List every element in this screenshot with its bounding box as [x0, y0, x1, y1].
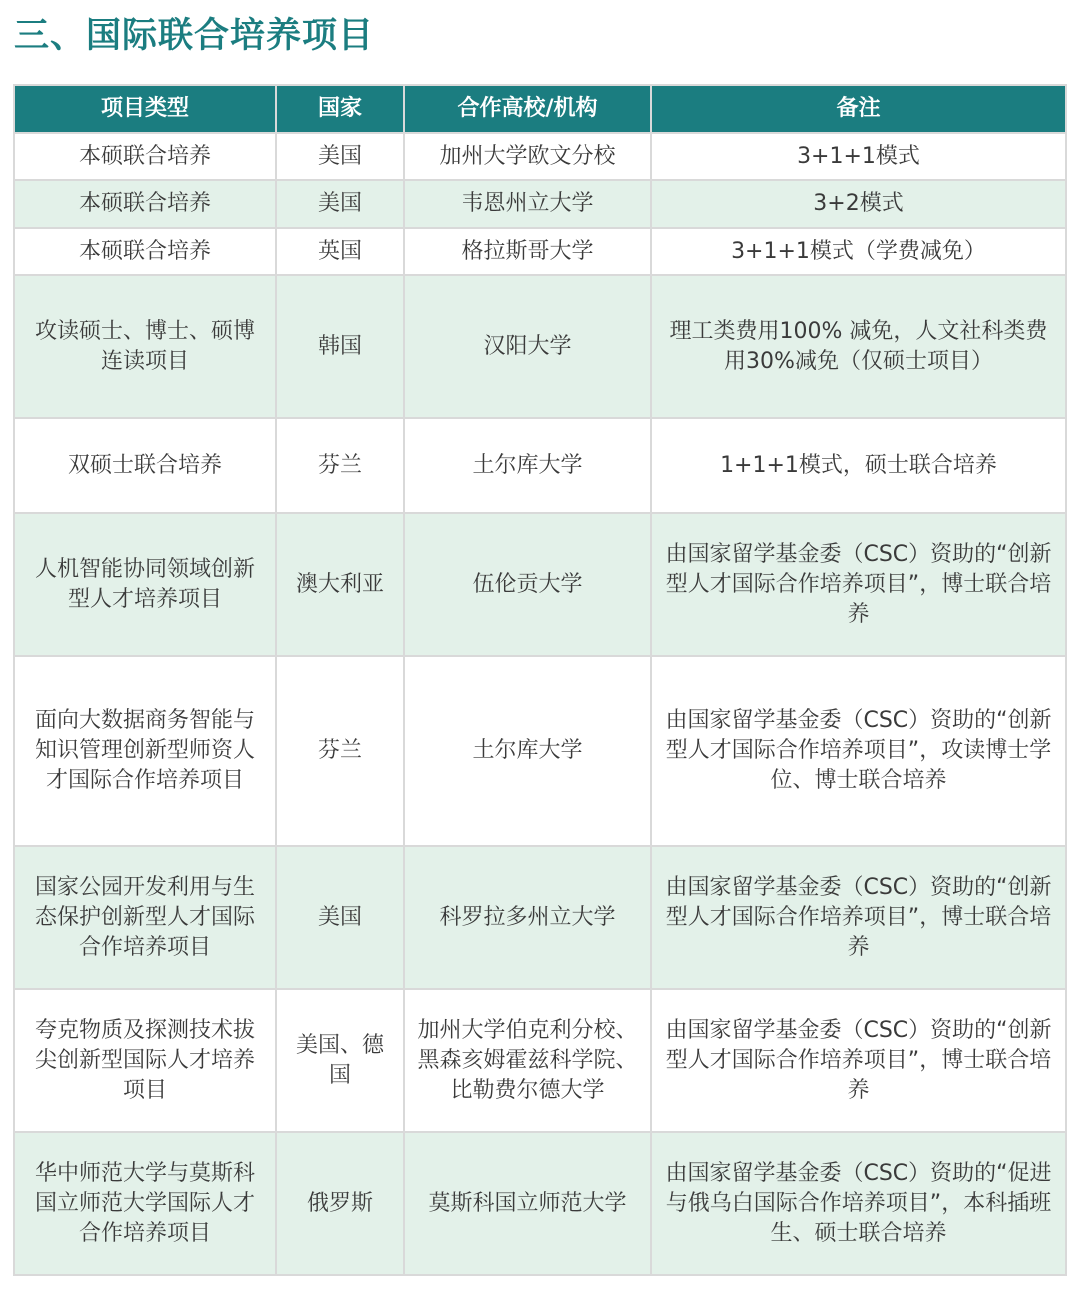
cell-project-type: 本硕联合培养	[14, 228, 276, 275]
cell-partner: 加州大学伯克利分校、黑森亥姆霍兹科学院、比勒费尔德大学	[404, 989, 651, 1132]
cell-partner: 格拉斯哥大学	[404, 228, 651, 275]
table-row	[14, 989, 1066, 1132]
table-row	[14, 846, 1066, 989]
cell-country: 美国	[276, 133, 404, 180]
table-row	[14, 133, 1066, 180]
cell-project-type: 华中师范大学与莫斯科国立师范大学国际人才合作培养项目	[14, 1132, 276, 1275]
cell-project-type: 人机智能协同领域创新型人才培养项目	[14, 513, 276, 656]
cell-country: 俄罗斯	[276, 1132, 404, 1275]
programs-table	[13, 84, 1067, 1276]
page-title: 三、国际联合培养项目	[14, 16, 375, 56]
cell-partner: 莫斯科国立师范大学	[404, 1132, 651, 1275]
cell-note: 由国家留学基金委（CSC）资助的“创新型人才国际合作培养项目”，攻读博士学位、博士联合培养	[651, 656, 1066, 846]
cell-country: 芬兰	[276, 656, 404, 846]
cell-note: 3+1+1模式（学费减免）	[651, 228, 1066, 275]
header-note: 备注	[651, 85, 1066, 133]
table-row	[14, 418, 1066, 513]
cell-country: 英国	[276, 228, 404, 275]
cell-country: 韩国	[276, 275, 404, 418]
header-project-type: 项目类型	[14, 85, 276, 133]
header-partner: 合作高校/机构	[404, 85, 651, 133]
table-header-row	[14, 85, 1066, 133]
cell-partner: 土尔库大学	[404, 418, 651, 513]
table-row	[14, 513, 1066, 656]
cell-project-type: 国家公园开发利用与生态保护创新型人才国际合作培养项目	[14, 846, 276, 989]
cell-note: 由国家留学基金委（CSC）资助的“创新型人才国际合作培养项目”，博士联合培养	[651, 989, 1066, 1132]
cell-partner: 土尔库大学	[404, 656, 651, 846]
cell-project-type: 本硕联合培养	[14, 180, 276, 228]
cell-project-type: 夸克物质及探测技术拔尖创新型国际人才培养项目	[14, 989, 276, 1132]
table-row	[14, 180, 1066, 228]
cell-country: 美国	[276, 180, 404, 228]
cell-note: 理工类费用100% 减免，人文社科类费用30%减免（仅硕士项目）	[651, 275, 1066, 418]
cell-partner: 科罗拉多州立大学	[404, 846, 651, 989]
cell-country: 美国	[276, 846, 404, 989]
cell-country: 澳大利亚	[276, 513, 404, 656]
table-row	[14, 275, 1066, 418]
table-row	[14, 1132, 1066, 1275]
cell-project-type: 本硕联合培养	[14, 133, 276, 180]
cell-note: 由国家留学基金委（CSC）资助的“创新型人才国际合作培养项目”，博士联合培养	[651, 513, 1066, 656]
cell-note: 1+1+1模式，硕士联合培养	[651, 418, 1066, 513]
cell-note: 3+2模式	[651, 180, 1066, 228]
table-row	[14, 228, 1066, 275]
cell-project-type: 双硕士联合培养	[14, 418, 276, 513]
cell-country: 芬兰	[276, 418, 404, 513]
cell-note: 由国家留学基金委（CSC）资助的“创新型人才国际合作培养项目”，博士联合培养	[651, 846, 1066, 989]
cell-note: 3+1+1模式	[651, 133, 1066, 180]
cell-country: 美国、德国	[276, 989, 404, 1132]
cell-partner: 韦恩州立大学	[404, 180, 651, 228]
table-row	[14, 656, 1066, 846]
cell-partner: 汉阳大学	[404, 275, 651, 418]
cell-partner: 伍伦贡大学	[404, 513, 651, 656]
cell-project-type: 攻读硕士、博士、硕博连读项目	[14, 275, 276, 418]
cell-project-type: 面向大数据商务智能与知识管理创新型师资人才国际合作培养项目	[14, 656, 276, 846]
header-country: 国家	[276, 85, 404, 133]
cell-note: 由国家留学基金委（CSC）资助的“促进与俄乌白国际合作培养项目”，本科插班生、硕士联合培养	[651, 1132, 1066, 1275]
cell-partner: 加州大学欧文分校	[404, 133, 651, 180]
